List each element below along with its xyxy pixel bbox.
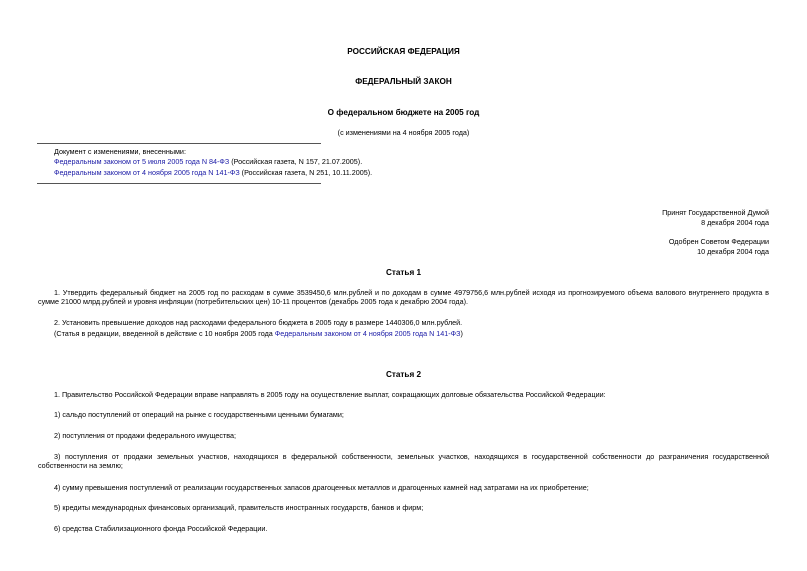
page-subtitle: (с изменениями на 4 ноября 2005 года) [337,128,470,137]
list-item: 1) сальдо поступлений от операций на рынке с государственными ценными бумагами; [54,410,344,419]
approved-date: 10 декабря 2004 года [697,247,769,256]
change-link[interactable]: Федеральным законом от 5 июля 2005 года N 84-ФЗ [54,157,230,166]
list-item: 6) средства Стабилизационного фонда Российской Федерации. [54,524,268,533]
article-1-paragraph-1: 1. Утвердить федеральный бюджет на 2005 год по расходам в сумме 3539450,6 млн.рублей и по доходам в сумме 4979756,6 млн.рублей исходя из прогнозируемого объема валового внутреннего продукта в сумме 21000 млрд.рублей и уровня инфляции (потребительских цен) 10-11 процентов (декабрь 2005 года к декабрю 2004 года). [38,288,769,306]
note-law-link[interactable]: Федеральным законом от 4 ноября 2005 года N 141-ФЗ [274,329,461,338]
top-divider [37,143,321,144]
list-item: 3) поступления от продажи земельных участков, находящихся в федеральной собственности, земельных участков, находящихся в государственной собственности до разграничения государственной собственности на землю; [38,452,769,470]
change-source: (Российская газета, N 157, 21.07.2005). [229,157,363,166]
article-1-paragraph-2: 2. Установить превышение доходов над расходами федерального бюджета в 2005 году в размере 1440306,0 млн.рублей. [54,318,463,327]
list-item: 5) кредиты международных финансовых организаций, правительств иностранных государств, банков и фирм; [54,503,424,512]
country-heading: РОССИЙСКАЯ ФЕДЕРАЦИЯ [347,47,460,56]
changes-intro: Документ с изменениями, внесенными: [54,147,186,156]
change-item [54,157,362,166]
article-1-edit-note [54,329,463,338]
note-suffix: ) [460,329,463,338]
list-item: 2) поступления от продажи федерального имущества; [54,431,237,440]
article-2-paragraph-1: 1. Правительство Российской Федерации вправе направлять в 2005 году на осуществление выплат, сокращающих долговые обязательства Российской Федерации: [54,390,606,399]
law-type-heading: ФЕДЕРАЛЬНЫЙ ЗАКОН [355,77,452,86]
change-item [54,168,372,177]
adopted-date: 8 декабря 2004 года [701,218,769,227]
list-item: 4) сумму превышения поступлений от реализации государственных запасов драгоценных металлов и драгоценных камней над затратами на их приобретение; [54,483,589,492]
page-title: О федеральном бюджете на 2005 год [327,108,480,117]
bottom-divider [37,183,321,184]
approved-by-council: Одобрен Советом Федерации [668,237,769,246]
note-prefix: (Статья в редакции, введенной в действие с 10 ноября 2005 года [54,329,275,338]
adopted-by-duma: Принят Государственной Думой [662,208,769,217]
change-source: (Российская газета, N 251, 10.11.2005). [239,168,373,177]
article-1-heading: Статья 1 [385,268,422,277]
change-link[interactable]: Федеральным законом от 4 ноября 2005 года N 141-ФЗ [54,168,240,177]
article-2-heading: Статья 2 [385,370,422,379]
